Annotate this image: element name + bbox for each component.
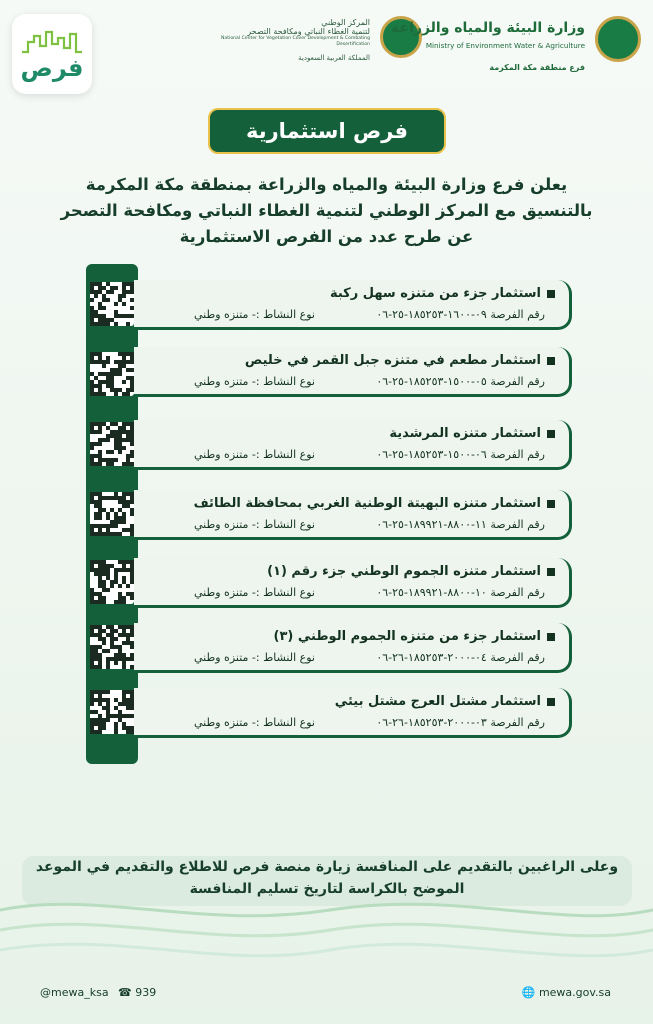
opportunity-number: رقم الفرصة ٠٤-٢٠٠٠-١٨٥٢٥٣-٢٦-٠٦ xyxy=(376,651,545,664)
qr-code-icon[interactable] xyxy=(90,625,134,669)
website-link[interactable]: 🌐 mewa.gov.sa xyxy=(521,986,611,999)
qr-code-icon[interactable] xyxy=(90,560,134,604)
opportunity-number: رقم الفرصة ١١-٨٨٠٠-١٨٩٩٢١-٢٥-٠٦ xyxy=(376,518,545,531)
opportunity-activity: نوع النشاط :- متنزه وطني xyxy=(194,308,315,321)
opportunity-title: استثمار جزء من متنزه الجموم الوطني (٣) xyxy=(274,629,556,644)
qr-code-icon[interactable] xyxy=(90,422,134,466)
opportunity-number: رقم الفرصة ٠٩-١٦٠٠-١٨٥٢٥٣-٢٥-٠٦ xyxy=(376,308,545,321)
skyline-icon xyxy=(22,28,82,54)
opportunity-title: استثمار متنزه البهيتة الوطنية الغربي بمحافظة الطائف xyxy=(194,496,555,511)
ncvc-name-en: National Center for Vegetation Cover Development & Combating Desertification xyxy=(221,36,370,47)
qr-code-icon[interactable] xyxy=(90,352,134,396)
decorative-waves xyxy=(0,890,653,980)
furas-app-logo xyxy=(12,14,92,94)
intro-line: بالتنسيق مع المركز الوطني لتنمية الغطاء النباتي ومكافحة التصحر xyxy=(60,201,593,220)
ncvc-country-ar: المملكة العربية السعودية xyxy=(298,54,370,62)
intro-text xyxy=(40,172,613,250)
intro-line: يعلن فرع وزارة البيئة والمياه والزراعة بمنطقة مكة المكرمة xyxy=(85,175,568,194)
opportunity-title: استثمار متنزه الجموم الوطني جزء رقم (١) xyxy=(267,564,555,579)
opportunity-activity: نوع النشاط :- متنزه وطني xyxy=(194,448,315,461)
ncvc-name-ar: المركز الوطني لتنمية الغطاء النباتي ومكافحة التصحر xyxy=(247,18,370,36)
app-name: فرص xyxy=(20,54,84,82)
opportunity-activity: نوع النشاط :- متنزه وطني xyxy=(194,651,315,664)
ministry-name-ar: وزارة البيئة والمياه والزراعة xyxy=(391,20,585,36)
opportunity-number: رقم الفرصة ٠٣-٢٠٠٠-١٨٥٢٥٣-٢٦-٠٦ xyxy=(376,716,545,729)
phone-icon: ☎ xyxy=(118,986,136,999)
opportunity-title: استثمار جزء من متنزه سهل ركبة xyxy=(330,286,555,301)
opportunity-activity: نوع النشاط :- متنزه وطني xyxy=(194,586,315,599)
ministry-emblem-icon xyxy=(595,16,641,62)
opportunity-number: رقم الفرصة ١٠-٨٨٠٠-١٨٩٩٢١-٢٥-٠٦ xyxy=(376,586,545,599)
opportunity-activity: نوع النشاط :- متنزه وطني xyxy=(194,375,315,388)
social-handle[interactable]: @mewa_ksa xyxy=(40,986,109,999)
opportunity-card xyxy=(134,688,572,738)
notice-line: الموضح بالكراسة لتاريخ تسليم المنافسة xyxy=(189,881,465,897)
opportunity-number: رقم الفرصة ٠٥-١٥٠٠-١٨٥٢٥٣-٢٥-٠٦ xyxy=(376,375,545,388)
opportunity-card xyxy=(134,347,572,397)
ministry-logo xyxy=(391,14,641,84)
opportunity-title: استثمار مشتل العرج مشتل بيئي xyxy=(335,694,555,709)
opportunity-card xyxy=(134,420,572,470)
notice-line: وعلى الراغبين بالتقديم على المنافسة زيارة منصة فرص للاطلاع والتقديم في الموعد xyxy=(35,859,619,875)
qr-code-icon[interactable] xyxy=(90,282,134,326)
opportunity-card xyxy=(134,280,572,330)
qr-code-icon[interactable] xyxy=(90,690,134,734)
opportunity-number: رقم الفرصة ٠٦-١٥٠٠-١٨٥٢٥٣-٢٥-٠٦ xyxy=(376,448,545,461)
opportunity-title: استثمار مطعم في متنزه جبل القمر في خليص xyxy=(245,353,555,368)
opportunity-title: استثمار متنزه المرشدية xyxy=(389,426,555,441)
intro-line: عن طرح عدد من الفرص الاستثمارية xyxy=(179,227,474,246)
opportunity-card xyxy=(134,558,572,608)
phone-number[interactable]: ☎ 939 xyxy=(118,986,157,999)
page-title: فرص استثمارية xyxy=(208,108,446,154)
opportunity-activity: نوع النشاط :- متنزه وطني xyxy=(194,716,315,729)
opportunity-card xyxy=(134,623,572,673)
ministry-name-en: Ministry of Environment Water & Agriculture xyxy=(425,41,585,50)
ministry-branch: فرع منطقة مكة المكرمة xyxy=(489,63,585,72)
qr-code-icon[interactable] xyxy=(90,492,134,536)
globe-icon: 🌐 xyxy=(521,986,539,999)
opportunity-activity: نوع النشاط :- متنزه وطني xyxy=(194,518,315,531)
opportunity-card xyxy=(134,490,572,540)
